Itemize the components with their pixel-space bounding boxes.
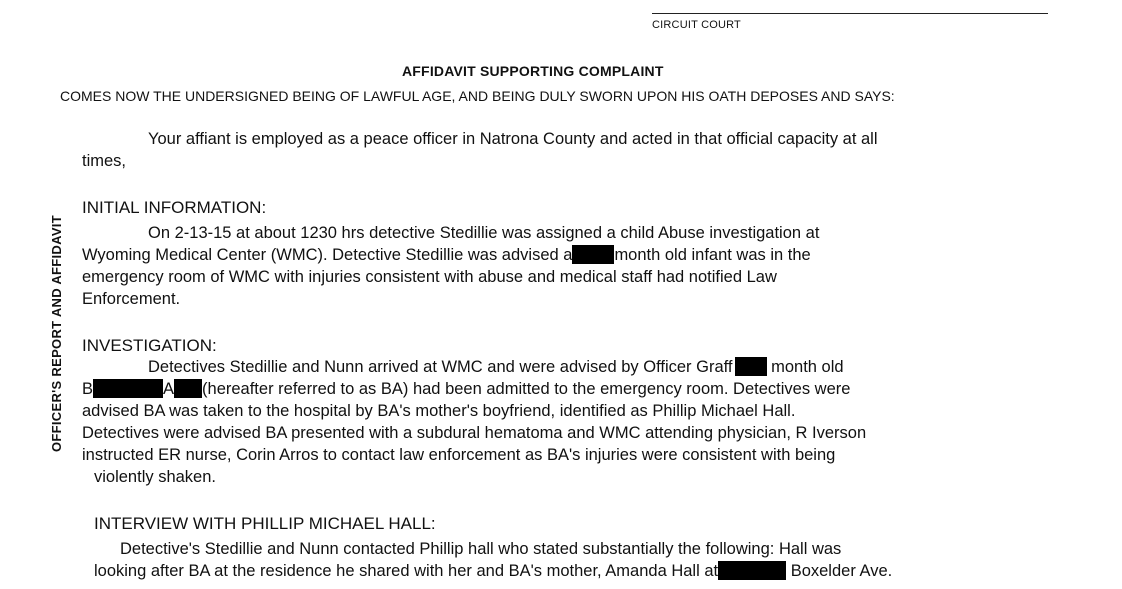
- text-fragment: B: [82, 380, 94, 398]
- redaction-block: [174, 379, 202, 398]
- text-fragment: month old infant was in the: [614, 246, 811, 264]
- paragraph-line: [94, 561, 892, 583]
- paragraph-line: violently shaken.: [94, 468, 216, 486]
- paragraph-line: Detective's Stedillie and Nunn contacted Phillip hall who stated substantially the following: Hall was: [120, 540, 842, 558]
- paragraph-line: [82, 245, 811, 267]
- text-fragment: Wyoming Medical Center (WMC). Detective Stedillie was advised a: [82, 246, 573, 264]
- paragraph-line: Detectives were advised BA presented with a subdural hematoma and WMC attending physician, R Iverson: [82, 424, 867, 442]
- side-label: OFFICER'S REPORT AND AFFIDAVIT: [49, 215, 64, 452]
- redaction-block: [735, 357, 767, 376]
- paragraph-line: advised BA was taken to the hospital by BA's mother's boyfriend, identified as Phillip Michael Hall.: [82, 402, 796, 420]
- document-title: AFFIDAVIT SUPPORTING COMPLAINT: [402, 63, 664, 79]
- intro-line: times,: [82, 152, 127, 170]
- text-fragment: Detectives Stedillie and Nunn arrived at WMC and were advised by Officer Graff: [148, 358, 733, 376]
- redaction-block: [572, 245, 614, 264]
- court-label: CIRCUIT COURT: [652, 19, 741, 31]
- paragraph-line: On 2-13-15 at about 1230 hrs detective Stedillie was assigned a child Abuse investigation at: [148, 224, 820, 242]
- text-fragment: Boxelder Ave.: [790, 562, 893, 580]
- paragraph-line: Enforcement.: [82, 290, 181, 308]
- paragraph-line: emergency room of WMC with injuries consistent with abuse and medical staff had notified Law: [82, 268, 777, 286]
- preamble: COMES NOW THE UNDERSIGNED BEING OF LAWFUL AGE, AND BEING DULY SWORN UPON HIS OATH DEPOSES AND SAYS:: [60, 88, 895, 104]
- header-rule: [652, 13, 1048, 14]
- paragraph-line: [82, 379, 850, 401]
- redaction-block: [93, 379, 163, 398]
- text-fragment: month old: [771, 358, 844, 376]
- redaction-block: [718, 561, 786, 580]
- section-heading-initial-information: INITIAL INFORMATION:: [82, 198, 267, 217]
- paragraph-line: [148, 357, 844, 379]
- section-heading-interview: INTERVIEW WITH PHILLIP MICHAEL HALL:: [94, 514, 436, 533]
- section-heading-investigation: INVESTIGATION:: [82, 336, 217, 355]
- text-fragment: (hereafter referred to as BA) had been admitted to the emergency room. Detectives were: [202, 380, 851, 398]
- intro-line: Your affiant is employed as a peace officer in Natrona County and acted in that official capacity at all: [148, 130, 878, 148]
- text-fragment: A: [163, 380, 175, 398]
- text-fragment: looking after BA at the residence he shared with her and BA's mother, Amanda Hall at: [94, 562, 719, 580]
- paragraph-line: instructed ER nurse, Corin Arros to contact law enforcement as BA's injuries were consistent with being: [82, 446, 836, 464]
